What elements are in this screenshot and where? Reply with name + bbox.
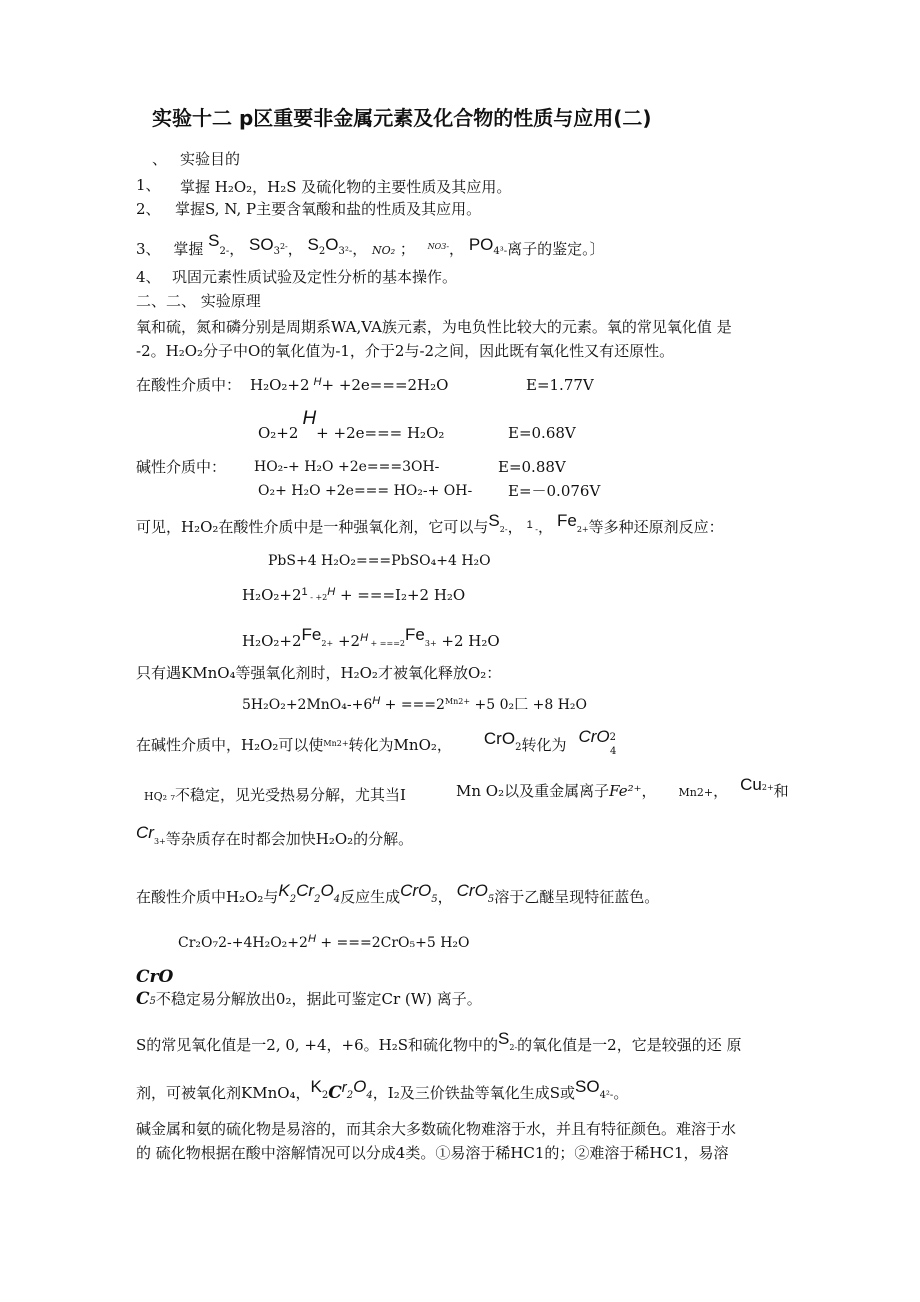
- ion-phosphate: PO: [468, 235, 494, 254]
- para11-line2: 的 硫化物根据在酸中溶解情况可以分成4类。①易溶于稀HC1的；②难溶于稀HC1，易溶: [136, 1144, 729, 1162]
- eq-permanganate-mid: + ===2: [380, 697, 445, 713]
- eq-iodide-rest: + ===I₂+2 H₂O: [335, 586, 466, 604]
- ion-chromium-iii-charge: 3+: [153, 837, 166, 846]
- para5-tail: 和: [773, 782, 789, 800]
- formula-sub: 4: [366, 1090, 373, 1101]
- eq-acid-1-potential: E=1.77V: [526, 376, 594, 394]
- formula-c: C: [136, 989, 150, 1009]
- eq-iron: [242, 625, 500, 653]
- formula-k: K: [310, 1077, 322, 1096]
- ion-sulfide-charge: 2-: [499, 525, 508, 534]
- ion-iodide-charge: -: [532, 525, 538, 534]
- para9: [136, 1029, 742, 1057]
- eq-chromium: [178, 934, 470, 953]
- section1-heading-mark: 、: [152, 150, 168, 168]
- eq-acid-2-rest: + +2e=== H₂O₂: [316, 424, 445, 442]
- para3: 只有遇KMnO₄等强氧化剂时，H₂O₂才被氧化释放O₂：: [136, 664, 502, 682]
- h-ion: H: [307, 933, 316, 945]
- h-ion: H: [360, 632, 369, 644]
- sep: ，: [507, 518, 523, 536]
- ion-iron-iii: Fe: [405, 625, 425, 644]
- para9-tail: 的氧化值是一2，它是较强的还 原: [517, 1036, 742, 1054]
- ion-sulfide-charge: 2-: [509, 1043, 518, 1052]
- para8-tail: 不稳定易分解放出0₂，据此可鉴定Cr (W) 离子。: [155, 990, 482, 1008]
- eq-acid-1: [250, 376, 448, 396]
- sep: ，: [287, 240, 303, 258]
- eq-chromium-left: Cr₂O₇2-+4H₂O₂+2: [178, 935, 308, 951]
- para7-mid: 反应生成: [340, 888, 401, 906]
- formula-cro5: CrO: [400, 881, 432, 900]
- para2: [136, 511, 724, 539]
- objective-3-tail: 离子的鉴定。〕: [507, 240, 605, 258]
- eq-chromium-rest: + ===2CrO₅+5 H₂O: [315, 935, 470, 951]
- h-ion: H: [372, 695, 381, 707]
- para8: [136, 990, 482, 1011]
- para10-mid: ，I₂及三价铁盐等氧化生成S或: [372, 1084, 575, 1102]
- formula-cro5: CrO: [456, 881, 488, 900]
- para10-tail: 。: [613, 1084, 629, 1102]
- section1-heading: 实验目的: [180, 150, 241, 168]
- formula-sub: 2: [314, 894, 321, 905]
- acid-medium-label: 在酸性介质中：: [136, 376, 242, 394]
- formula-sub: 4: [333, 894, 341, 905]
- ion-thiosulfate-s: S: [307, 235, 319, 254]
- ion-sulfide: S: [488, 511, 500, 530]
- eq-iodide-left: H₂O₂+2: [242, 586, 302, 604]
- ion-chromate: CrO: [578, 727, 610, 746]
- ion-sulfite: SO: [249, 235, 274, 254]
- formula-c: C: [328, 1083, 342, 1103]
- eq-permanganate-rest: +5 0₂匚 +8 H₂O: [470, 697, 587, 713]
- para2-tail: 等多种还原剂反应：: [588, 518, 724, 536]
- para6: [136, 823, 414, 851]
- para5-right: [456, 775, 789, 803]
- objective-2-number: 2、: [136, 200, 161, 218]
- ion-iodide: 1: [526, 519, 533, 531]
- formula-sub: 5: [431, 894, 438, 905]
- eq-base-2-potential: E=－0.076V: [508, 482, 601, 500]
- ion-manganese-ii: Mn2+: [323, 739, 349, 748]
- sep: ，: [641, 782, 657, 800]
- h-ion: H: [302, 408, 317, 429]
- para5-mno2: Mn O₂以及重金属离子: [456, 782, 610, 800]
- sep: ，: [449, 240, 465, 258]
- ion-iron-ii-charge: 2+: [321, 639, 334, 648]
- eq-acid-1-rest: + +2e===2H₂O: [321, 376, 449, 394]
- ion-copper-ii-charge: 2+: [761, 783, 774, 792]
- formula-o: O: [353, 1077, 367, 1096]
- para1-line1: 氧和硫，氮和磷分别是周期系WA,VA族元素，为电负性比较大的元素。氧的常见氧化值 是: [136, 318, 732, 336]
- page-title: 实验十二 p区重要非金属元素及化合物的性质与应用(二): [152, 106, 652, 130]
- formula-dichromate-cr: Cr: [296, 881, 315, 900]
- para1-line2: -2。H₂O₂分子中O的氧化值为-1，介于2与-2之间，因此既有氧化性又有还原性。: [136, 342, 675, 360]
- ion-chromate-sub: 4: [610, 746, 617, 757]
- eq-iodide-mid: - +2: [307, 593, 328, 602]
- ion-sulfate: SO: [575, 1077, 600, 1096]
- formula-sub: 5: [149, 996, 156, 1007]
- section2-heading: 二、二、 实验原理: [136, 292, 261, 310]
- objective-4-text: 巩固元素性质试验及定性分析的基本操作。: [172, 268, 458, 286]
- ion-thiosulfate-o: O: [325, 235, 339, 254]
- ion-sulfide-charge: 2-: [219, 246, 230, 257]
- ion-chromite-sub: 2: [515, 742, 522, 753]
- para7-tail: 溶于乙醚呈现特征蓝色。: [494, 888, 660, 906]
- eq-iron-rest: +2 H₂O: [436, 632, 500, 650]
- ion-phosphate-charge: 4³-: [493, 246, 508, 257]
- eq-permanganate-left: 5H₂O₂+2MnO₄-+6: [242, 697, 373, 713]
- para10: [136, 1077, 629, 1105]
- ion-sulfite-sub: 3: [273, 246, 280, 257]
- base-medium-label: 碱性介质中：: [136, 458, 227, 476]
- para11-line1: 碱金属和氨的硫化物是易溶的，而其余大多数硫化物难溶于水，并且有特征颜色。难溶于水: [136, 1120, 737, 1138]
- eq-acid-2-potential: E=0.68V: [508, 424, 576, 442]
- ion-iodide: 1: [301, 586, 308, 598]
- objective-4-number: 4、: [136, 268, 161, 286]
- para7: [136, 881, 660, 909]
- ion-iron-iii-charge: 3+: [424, 639, 437, 648]
- formula-sub: 5: [487, 894, 495, 905]
- formula-dichromate-k: K: [278, 881, 290, 900]
- para4-lead: 在碱性介质中，H₂O₂可以使: [136, 736, 324, 754]
- objective-1-text: 掌握 H₂O₂，H₂S 及硫化物的主要性质及其应用。: [180, 178, 512, 196]
- para4-tail: 转化为: [521, 736, 567, 754]
- eq-iron-left: H₂O₂+2: [242, 632, 302, 650]
- eq-base-1: HO₂-+ H₂O +2e===3OH-: [254, 459, 440, 475]
- ion-manganese-ii: Mn2+: [444, 697, 471, 706]
- ion-chromite: CrO: [483, 729, 516, 748]
- eq-base-2: O₂+ H₂O +2e=== HO₂-+ OH-: [258, 483, 473, 499]
- objective-3-number: 3、: [136, 240, 161, 258]
- ion-iron-ii: Fe²⁺: [609, 782, 642, 800]
- ion-sulfate-charge: 4²-: [599, 1090, 614, 1101]
- para7-lead: 在酸性介质中H₂O₂与: [136, 888, 279, 906]
- objective-3-line: [136, 231, 605, 261]
- ion-nitrate: NO3-: [427, 242, 450, 251]
- sep: ，: [437, 888, 453, 906]
- sep: ，: [229, 240, 245, 258]
- eq-acid-2: [258, 408, 445, 442]
- ion-thiosulfate-charge: 3²-: [338, 246, 353, 257]
- ion-manganese-ii: Mn2+: [678, 786, 714, 799]
- eq-iron-mid2: + ===2: [368, 639, 406, 648]
- para5: [144, 786, 406, 806]
- ion-iron-ii: Fe: [556, 511, 577, 530]
- formula-sub: 2: [321, 1090, 329, 1101]
- sep: ；: [395, 240, 415, 258]
- formula-dichromate-o: O: [320, 881, 334, 900]
- ion-copper-ii: Cu: [740, 775, 762, 794]
- para6-tail: 等杂质存在时都会加快H₂O₂的分解。: [165, 830, 414, 848]
- eq-base-1-potential: E=0.88V: [498, 458, 566, 476]
- h-ion: H: [313, 376, 322, 388]
- objective-1-number: 1、: [136, 176, 161, 194]
- formula-sub: 2: [346, 1090, 354, 1101]
- eq-permanganate: [242, 696, 587, 716]
- sep: ，: [713, 782, 729, 800]
- para5-hq: HQ₂ ₇: [144, 790, 175, 803]
- h-ion: H: [327, 586, 336, 598]
- eq-acid-1-left: H₂O₂+2: [250, 376, 310, 394]
- ion-sulfite-charge: 2-: [279, 242, 288, 251]
- objective-2-text: 掌握S, N, P主要含氧酸和盐的性质及其应用。: [175, 200, 482, 218]
- formula-sub: 2: [289, 894, 297, 905]
- para10-lead: 剂，可被氧化剂KMnO₄，: [136, 1084, 311, 1102]
- ion-sulfide: S: [208, 231, 220, 250]
- sep: ，: [537, 518, 553, 536]
- para9-lead: S的常见氧化值是一2, 0, +4，+6。H₂S和硫化物中的: [136, 1036, 499, 1054]
- eq-acid-2-left: O₂+2: [258, 424, 299, 442]
- ion-chromate-charge: 2: [609, 732, 616, 743]
- sep: ，: [352, 240, 368, 258]
- ion-thiosulfate-sub: 2: [318, 246, 326, 257]
- formula-cro-heading: CrO: [136, 967, 174, 987]
- ion-iron-ii-charge: 2+: [576, 525, 589, 534]
- para5-lead: 不稳定，见光受热易分解，尤其当I: [174, 786, 406, 804]
- eq-iodide: [242, 586, 465, 607]
- ion-sulfide: S: [498, 1029, 510, 1048]
- para4-mid: 转化为MnO₂，: [348, 736, 452, 754]
- para4: [136, 727, 617, 757]
- eq-pbs: PbS+4 H₂O₂===PbSO₄+4 H₂O: [268, 553, 491, 569]
- ion-nitrite: NO₂: [372, 244, 396, 257]
- ion-iron-ii: Fe: [301, 625, 322, 644]
- ion-chromium-iii: Cr: [136, 823, 154, 842]
- formula-r: r: [341, 1079, 347, 1096]
- objective-3-lead: 掌握: [173, 240, 204, 258]
- para2-lead: 可见，H₂O₂在酸性介质中是一种强氧化剂，它可以与: [136, 518, 489, 536]
- eq-iron-mid: +2: [333, 632, 361, 650]
